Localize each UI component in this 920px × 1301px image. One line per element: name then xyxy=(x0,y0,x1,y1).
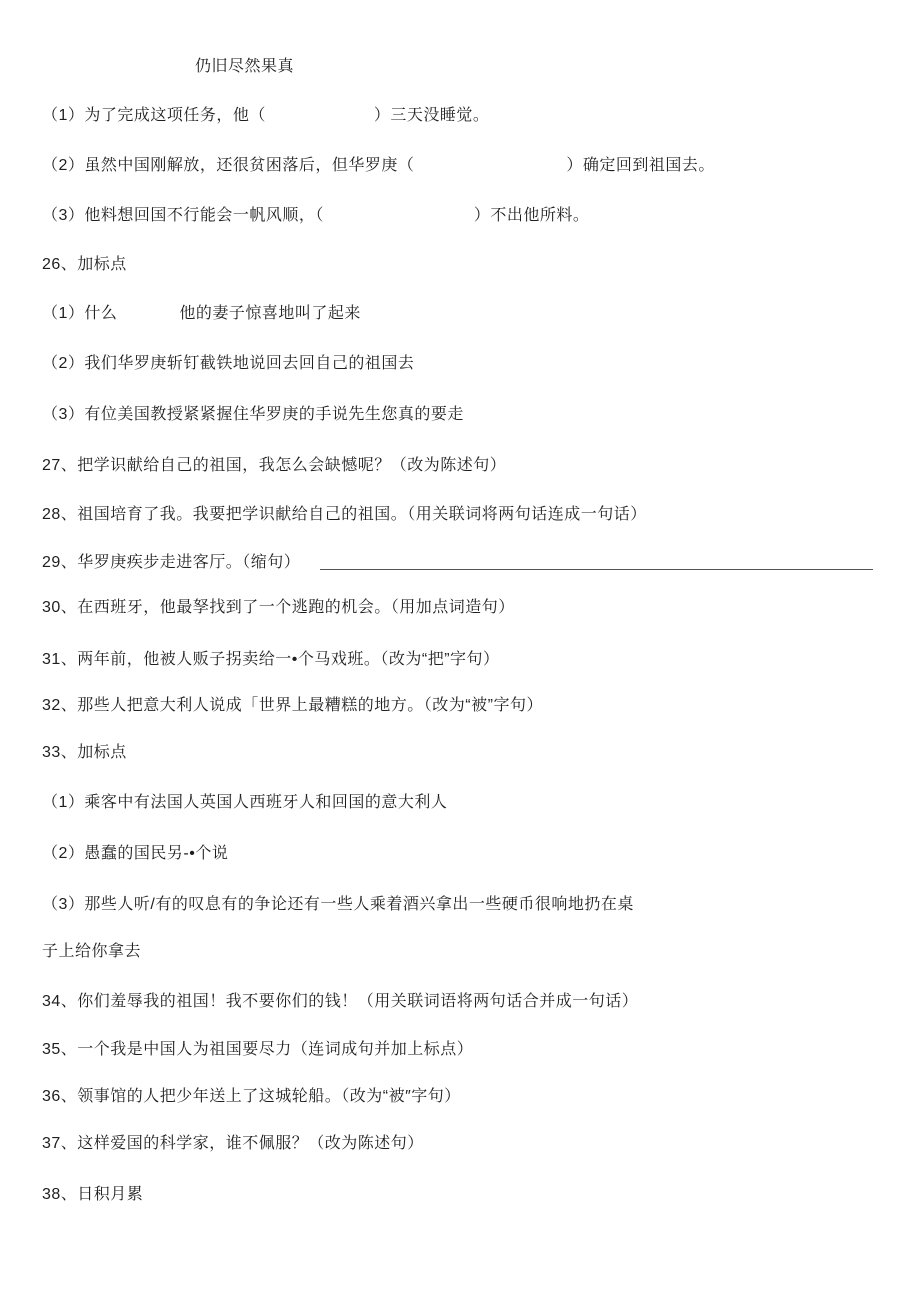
answer-blank xyxy=(324,219,474,220)
question-33-item-2: （2）愚蠢的国民另-•个说 xyxy=(42,845,229,862)
question-26-title: 26、加标点 xyxy=(42,256,127,273)
answer-blank xyxy=(414,169,566,170)
fill-blank-text-after: ）不出他所料。 xyxy=(473,207,590,224)
word-bank: 仍旧尽然果真 xyxy=(195,58,295,75)
answer-underline xyxy=(320,569,873,570)
question-34: 34、你们羞辱我的祖国！我不要你们的钱！（用关联词语将两句话合并成一句话） xyxy=(42,993,639,1010)
question-27: 27、把学识献给自己的祖国，我怎么会缺憾呢？（改为陈述句） xyxy=(42,457,507,474)
fill-blank-text-before: （1）为了完成这项任务，他（ xyxy=(42,107,266,124)
fill-blank-text-before: （3）他料想回国不行能会一帆风顺，（ xyxy=(42,207,324,224)
question-36: 36、领事馆的人把少年送上了这城轮船。（改为“被″字句） xyxy=(42,1088,461,1105)
question-32: 32、那些人把意大利人说成「世界上最糟糕的地方。（改为“被”字句） xyxy=(42,697,543,714)
fill-blank-question-2 xyxy=(42,155,715,177)
question-35: 35、一个我是中国人为祖国要尽力（连词成句并加上标点） xyxy=(42,1041,474,1058)
question-33-item-3-continued: 子上给你拿去 xyxy=(42,943,142,960)
question-26-item-2: （2）我们华罗庚斩钉截铁地说回去回自己的祖国去 xyxy=(42,355,415,372)
question-33-item-3: （3）那些人听/有的叹息有的争论还有一些人乘着酒兴拿出一些硬币很响地扔在桌 xyxy=(42,896,634,913)
question-26-item-1 xyxy=(42,303,361,325)
punctuation-gap xyxy=(117,317,179,318)
question-38: 38、日积月累 xyxy=(42,1186,144,1203)
question-37: 37、这样爱国的科学家，谁不佩服？（改为陈述句） xyxy=(42,1135,424,1152)
fill-blank-text-after: ）确定回到祖国去。 xyxy=(566,157,715,174)
question-33-item-1: （1）乘客中有法国人英国人西班牙人和回国的意大利人 xyxy=(42,794,448,811)
item-lead: （1）什么 xyxy=(42,305,118,322)
question-30: 30、在西班牙，他最孥找到了一个逃跑的机会。（用加点词造句） xyxy=(42,599,515,616)
answer-blank xyxy=(266,119,374,120)
fill-blank-text-before: （2）虽然中国刚解放，还很贫困落后，但华罗庚（ xyxy=(42,157,415,174)
fill-blank-question-3 xyxy=(42,205,589,227)
question-28: 28、祖国培育了我。我要把学识献给自己的祖国。（用关联词将两句话连成一句话） xyxy=(42,506,647,523)
fill-blank-question-1 xyxy=(42,105,489,127)
question-33-title: 33、加标点 xyxy=(42,744,127,761)
question-31: 31、两年前，他被人贩子拐卖给一•个马戏班。（改为“把”字句） xyxy=(42,651,500,668)
fill-blank-text-after: ）三天没睡觉。 xyxy=(373,107,490,124)
question-26-item-3: （3）有位美国教授紧紧握住华罗庚的手说先生您真的要走 xyxy=(42,406,464,423)
question-29: 29、华罗庚疾步走进客厅。（缩句） xyxy=(42,554,301,571)
item-text: 他的妻子惊喜地叫了起来 xyxy=(179,305,361,322)
